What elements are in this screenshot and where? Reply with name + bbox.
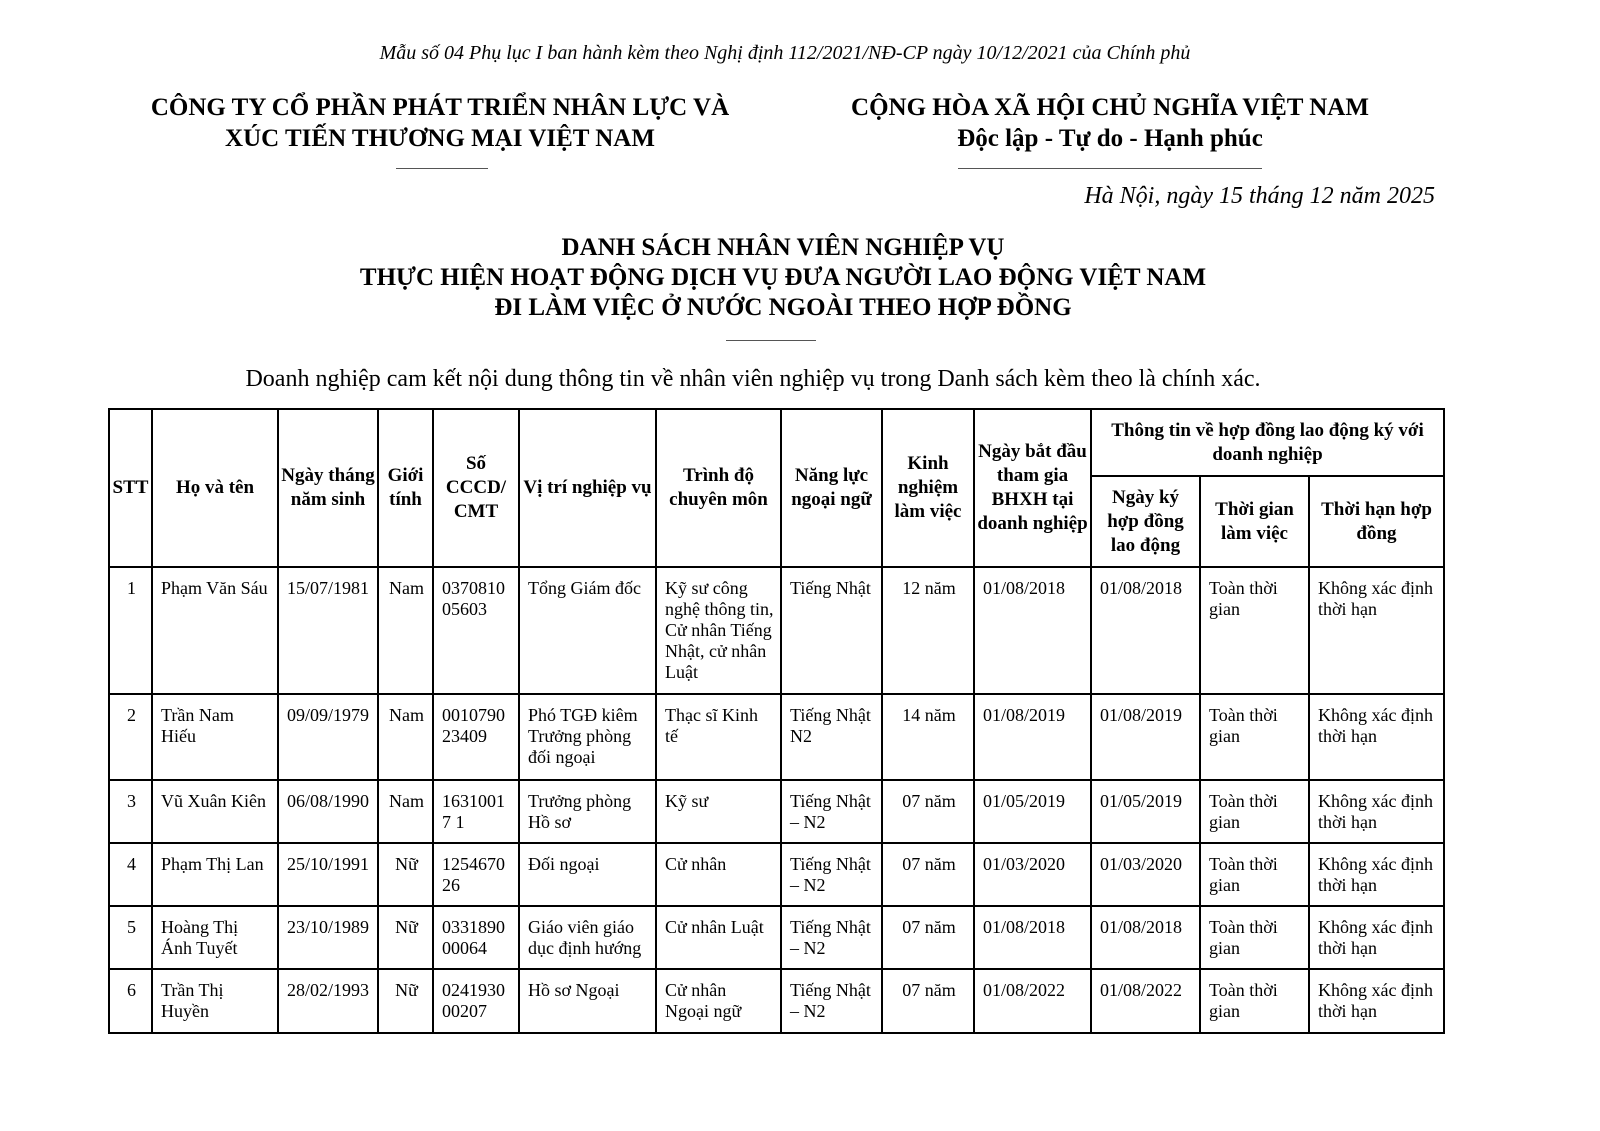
table-cell: Tiếng Nhật – N2 [781,906,882,969]
column-header: Trình độ chuyên môn [656,409,781,567]
table-cell: Thạc sĩ Kinh tế [656,694,781,780]
title-line1: DANH SÁCH NHÂN VIÊN NGHIỆP VỤ [561,234,1005,261]
table-cell: 01/08/2019 [1091,694,1200,780]
column-header: Thời hạn hợp đồng [1309,476,1444,567]
table-cell: Không xác định thời hạn [1309,969,1444,1033]
table-cell: 09/09/1979 [278,694,378,780]
table-cell: 6 [109,969,152,1033]
table-cell: 01/08/2018 [1091,567,1200,694]
table-cell: 07 năm [882,780,974,843]
column-header: Giới tính [378,409,433,567]
divider [726,340,816,341]
table-cell: Nữ [378,906,433,969]
form-note: Mẫu số 04 Phụ lục I ban hành kèm theo Nghị định 112/2021/NĐ-CP ngày 10/12/2021 của Chính phủ [379,42,1191,64]
table-cell: 25/10/1991 [278,843,378,906]
column-header: Ngày bắt đầu tham gia BHXH tại doanh nghiệp [974,409,1091,567]
table-cell: Toàn thời gian [1200,780,1309,843]
table-cell: 28/02/1993 [278,969,378,1033]
table-cell: 01/05/2019 [1091,780,1200,843]
table-cell: 3 [109,780,152,843]
divider [958,168,1262,169]
column-header: Số CCCD/ CMT [433,409,519,567]
table-cell: Không xác định thời hạn [1309,694,1444,780]
table-cell: Tiếng Nhật – N2 [781,969,882,1033]
table-row [109,780,1444,843]
table-cell: 024193000207 [433,969,519,1033]
table-cell: Nam [378,780,433,843]
table-cell: Không xác định thời hạn [1309,843,1444,906]
table-row [109,843,1444,906]
group-header: Thông tin về hợp đồng lao động ký với doanh nghiệp [1091,409,1444,476]
company-name [110,92,770,154]
table-cell: 01/03/2020 [1091,843,1200,906]
table-cell: Nam [378,567,433,694]
table-cell: Toàn thời gian [1200,906,1309,969]
table-cell: 06/08/1990 [278,780,378,843]
table-cell: 1254670 26 [433,843,519,906]
table-cell: 07 năm [882,843,974,906]
table-cell: Nam [378,694,433,780]
column-header: Năng lực ngoại ngữ [781,409,882,567]
table-cell: Trần Nam Hiếu [152,694,278,780]
table-cell: Toàn thời gian [1200,694,1309,780]
place-date: Hà Nội, ngày 15 tháng 12 năm 2025 [1084,183,1435,209]
table-cell: Không xác định thời hạn [1309,906,1444,969]
table-cell: 2 [109,694,152,780]
table-cell: Vũ Xuân Kiên [152,780,278,843]
table-cell: 01/08/2022 [974,969,1091,1033]
header-row [109,409,1444,476]
column-header: Họ và tên [152,409,278,567]
table-cell: Phó TGĐ kiêm Trưởng phòng đối ngoại [519,694,656,780]
table-row [109,567,1444,694]
table-cell: Kỹ sư [656,780,781,843]
divider [396,168,488,169]
staff-table [108,408,1445,1034]
table-cell: Kỹ sư công nghệ thông tin, Cử nhân Tiếng Nhật, cử nhân Luật [656,567,781,694]
table-cell: 033189000064 [433,906,519,969]
table-cell: 1 [109,567,152,694]
table-cell: Phạm Thị Lan [152,843,278,906]
table-cell: Toàn thời gian [1200,969,1309,1033]
table-cell: Tiếng Nhật – N2 [781,780,882,843]
nation-line1: CỘNG HÒA XÃ HỘI CHỦ NGHĨA VIỆT NAM [851,94,1369,121]
table-cell: Tiếng Nhật [781,567,882,694]
table-cell: Hồ sơ Ngoại [519,969,656,1033]
table-cell: Hoàng Thị Ánh Tuyết [152,906,278,969]
company-line2: XÚC TIẾN THƯƠNG MẠI VIỆT NAM [225,125,655,152]
table-cell: Cử nhân [656,843,781,906]
table-cell: 01/08/2018 [974,906,1091,969]
table-cell: Giáo viên giáo dục định hướng [519,906,656,969]
commitment-text: Doanh nghiệp cam kết nội dung thông tin về nhân viên nghiệp vụ trong Danh sách kèm theo là chính xác. [245,366,1261,392]
table-cell: 23/10/1989 [278,906,378,969]
table-cell: Toàn thời gian [1200,843,1309,906]
document-title [0,233,1566,323]
table-cell: 4 [109,843,152,906]
table-cell: 15/07/1981 [278,567,378,694]
table-cell: Trần Thị Huyền [152,969,278,1033]
company-line1: CÔNG TY CỔ PHẦN PHÁT TRIỂN NHÂN LỰC VÀ [150,94,730,121]
table-row [109,906,1444,969]
table-cell: Trưởng phòng Hồ sơ [519,780,656,843]
table-cell: 01/08/2018 [1091,906,1200,969]
table-cell: Không xác định thời hạn [1309,780,1444,843]
column-header: Ngày ký hợp đồng lao động [1091,476,1200,567]
table-cell: Nữ [378,843,433,906]
table-cell: Tổng Giám đốc [519,567,656,694]
table-cell: Đối ngoại [519,843,656,906]
table-cell: 07 năm [882,969,974,1033]
column-header: Ngày tháng năm sinh [278,409,378,567]
table-cell: 14 năm [882,694,974,780]
table-cell: Nữ [378,969,433,1033]
table-cell: 01/05/2019 [974,780,1091,843]
table-cell: 001079023409 [433,694,519,780]
table-cell: 16310017 1 [433,780,519,843]
table-cell: 5 [109,906,152,969]
table-cell: 01/08/2022 [1091,969,1200,1033]
title-line2: THỰC HIỆN HOẠT ĐỘNG DỊCH VỤ ĐƯA NGƯỜI LAO ĐỘNG VIỆT NAM [359,264,1207,291]
table-row [109,969,1444,1033]
table-cell: Toàn thời gian [1200,567,1309,694]
column-header: Thời gian làm việc [1200,476,1309,567]
table-cell: 037081005603 [433,567,519,694]
table-row [109,694,1444,780]
table-cell: Tiếng Nhật N2 [781,694,882,780]
table-cell: 01/08/2019 [974,694,1091,780]
table-cell: 01/03/2020 [974,843,1091,906]
table-cell: 12 năm [882,567,974,694]
national-motto [800,92,1420,154]
table-cell: Tiếng Nhật – N2 [781,843,882,906]
table-cell: Cử nhân Luật [656,906,781,969]
nation-line2: Độc lập - Tự do - Hạnh phúc [957,125,1263,152]
table-cell: 07 năm [882,906,974,969]
table-cell: Phạm Văn Sáu [152,567,278,694]
title-line3: ĐI LÀM VIỆC Ở NƯỚC NGOÀI THEO HỢP ĐỒNG [494,294,1072,321]
table-cell: Không xác định thời hạn [1309,567,1444,694]
column-header: Vị trí nghiệp vụ [519,409,656,567]
table-cell: Cử nhân Ngoại ngữ [656,969,781,1033]
column-header: STT [109,409,152,567]
column-header: Kinh nghiệm làm việc [882,409,974,567]
table-cell: 01/08/2018 [974,567,1091,694]
